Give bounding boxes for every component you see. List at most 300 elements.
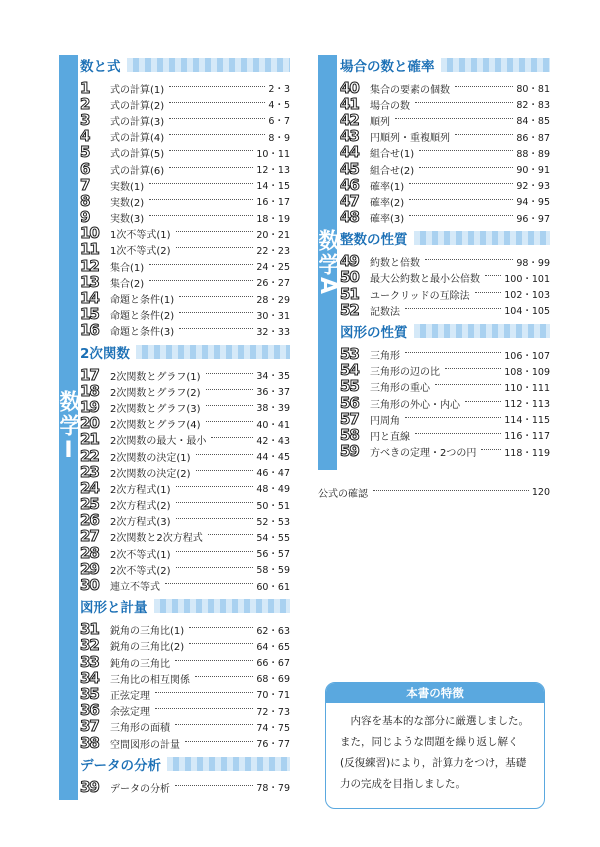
leader-dots <box>149 264 253 265</box>
toc-row[interactable] <box>80 561 290 577</box>
lesson-pages: 84・85 <box>516 116 550 128</box>
lesson-title: 式の計算(2) <box>110 100 165 112</box>
lesson-pages: 86・87 <box>516 132 550 144</box>
lesson-number: 44 <box>340 143 359 162</box>
lesson-number: 26 <box>80 511 99 530</box>
lesson-pages: 40・41 <box>256 419 290 431</box>
leader-dots <box>179 296 253 297</box>
lesson-title: ユークリッドの互除法 <box>370 290 470 302</box>
section-bar <box>136 345 290 359</box>
lesson-number: 9 <box>80 208 90 227</box>
toc-row[interactable] <box>80 577 290 593</box>
leader-dots <box>425 259 513 260</box>
lesson-pages: 80・81 <box>516 84 550 96</box>
lesson-pages: 10・11 <box>256 148 290 160</box>
lesson-pages: 38・39 <box>256 403 290 415</box>
lesson-pages: 88・89 <box>516 148 550 160</box>
section-bar <box>414 231 551 245</box>
lesson-title: 2次関数と2次方程式 <box>110 533 203 545</box>
formula-row[interactable] <box>318 484 550 500</box>
leader-dots <box>196 470 254 471</box>
lesson-number: 59 <box>340 442 359 461</box>
toc-row[interactable] <box>340 96 550 112</box>
lesson-pages: 66・67 <box>256 658 290 670</box>
lesson-number: 16 <box>80 321 99 340</box>
toc-row[interactable] <box>340 444 550 460</box>
lesson-pages: 118・119 <box>504 447 550 459</box>
leader-dots <box>455 86 513 87</box>
lesson-pages: 34・35 <box>256 371 290 383</box>
toc-row[interactable] <box>80 654 290 670</box>
lesson-number: 10 <box>80 224 99 243</box>
leader-dots <box>175 660 253 661</box>
lesson-title: 1次不等式(2) <box>110 246 171 258</box>
toc-row[interactable] <box>80 432 290 448</box>
lesson-title: 円と直線 <box>370 431 410 443</box>
toc-row[interactable] <box>80 529 290 545</box>
toc-row[interactable] <box>80 416 290 432</box>
lesson-pages: 42・43 <box>256 435 290 447</box>
lesson-title: 方べきの定理・2つの円 <box>370 448 477 460</box>
lesson-number: 47 <box>340 191 359 210</box>
lesson-number: 46 <box>340 175 359 194</box>
lesson-number: 24 <box>80 478 99 497</box>
lesson-title: 命題と条件(2) <box>110 311 175 323</box>
leader-dots <box>409 183 513 184</box>
leader-dots <box>419 167 513 168</box>
toc-row[interactable] <box>80 177 290 193</box>
toc-row[interactable] <box>340 411 550 427</box>
leader-dots <box>169 86 265 87</box>
toc-row[interactable] <box>80 145 290 161</box>
lesson-title: 組合せ(2) <box>370 165 415 177</box>
toc-row[interactable] <box>340 161 550 177</box>
leader-dots <box>179 312 253 313</box>
toc-row[interactable] <box>340 427 550 443</box>
lesson-pages: 8・9 <box>268 132 290 144</box>
leader-dots <box>405 417 501 418</box>
toc-row[interactable] <box>80 480 290 496</box>
toc-row[interactable] <box>80 448 290 464</box>
lesson-title: 鋭角の三角比(2) <box>110 642 185 654</box>
lesson-pages: 72・73 <box>256 706 290 718</box>
lesson-title: 鋭角の三角比(1) <box>110 626 185 638</box>
lesson-number: 18 <box>80 381 99 400</box>
lesson-title: 空間図形の計量 <box>110 739 180 751</box>
toc-row[interactable] <box>80 686 290 702</box>
lesson-number: 32 <box>80 636 99 655</box>
toc-row[interactable] <box>80 210 290 226</box>
leader-dots <box>179 328 253 329</box>
leader-dots <box>405 308 501 309</box>
leader-dots <box>415 102 513 103</box>
lesson-title: 集合(1) <box>110 262 145 274</box>
lesson-pages: 28・29 <box>256 294 290 306</box>
toc-row[interactable] <box>80 96 290 112</box>
leader-dots <box>373 490 529 491</box>
lesson-number: 42 <box>340 110 359 129</box>
leader-dots <box>176 247 254 248</box>
lesson-pages: 60・61 <box>256 581 290 593</box>
lesson-number: 2 <box>80 94 90 113</box>
feature-line: また，同じような問題を繰り返し解く <box>340 736 519 748</box>
toc-row[interactable] <box>340 363 550 379</box>
lesson-number: 38 <box>80 733 99 752</box>
toc-row[interactable] <box>80 513 290 529</box>
toc-right-column <box>340 52 550 460</box>
toc-row[interactable] <box>80 622 290 638</box>
lesson-pages: 14・15 <box>256 181 290 193</box>
toc-row[interactable] <box>80 274 290 290</box>
lesson-number: 33 <box>80 652 99 671</box>
toc-row[interactable] <box>80 735 290 751</box>
lesson-title: 円周角 <box>370 415 400 427</box>
leader-dots <box>485 275 501 276</box>
leader-dots <box>176 486 254 487</box>
lesson-number: 15 <box>80 305 99 324</box>
lesson-title: 鈍角の三角比 <box>110 658 170 670</box>
toc-row[interactable] <box>340 254 550 270</box>
toc-row[interactable] <box>80 193 290 209</box>
section-title: 2次関数 <box>80 345 130 362</box>
feature-line: 内容を基本的な部分に厳選しました。 <box>350 715 529 727</box>
lesson-title: 2次不等式(2) <box>110 565 171 577</box>
feature-body <box>326 703 544 801</box>
lesson-pages: 76・77 <box>256 739 290 751</box>
lesson-pages: 62・63 <box>256 625 290 637</box>
lesson-number: 27 <box>80 527 99 546</box>
leader-dots <box>465 401 501 402</box>
lesson-pages: 100・101 <box>504 273 550 285</box>
lesson-pages: 46・47 <box>256 468 290 480</box>
lesson-pages: 54・55 <box>256 532 290 544</box>
leader-dots <box>169 167 253 168</box>
lesson-title: 確率(1) <box>370 181 405 193</box>
lesson-pages: 82・83 <box>516 100 550 112</box>
lesson-number: 25 <box>80 495 99 514</box>
section-header <box>80 341 290 362</box>
lesson-pages: 68・69 <box>256 674 290 686</box>
lesson-number: 1 <box>80 78 90 97</box>
section-bar <box>127 58 291 72</box>
toc-row[interactable] <box>340 395 550 411</box>
lesson-pages: 56・57 <box>256 549 290 561</box>
lesson-title: 命題と条件(3) <box>110 327 175 339</box>
lesson-pages: 32・33 <box>256 326 290 338</box>
lesson-title: 連立不等式 <box>110 582 160 594</box>
lesson-number: 8 <box>80 191 90 210</box>
leader-dots <box>475 292 502 293</box>
toc-row[interactable] <box>340 129 550 145</box>
section-bar <box>441 58 551 72</box>
leader-dots <box>206 373 254 374</box>
leader-dots <box>206 405 254 406</box>
lesson-pages: 102・103 <box>504 290 550 302</box>
lesson-title: 2次関数とグラフ(2) <box>110 387 201 399</box>
lesson-number: 23 <box>80 462 99 481</box>
leader-dots <box>149 215 253 216</box>
toc-row[interactable] <box>80 242 290 258</box>
lesson-number: 55 <box>340 377 359 396</box>
section-header <box>80 596 290 617</box>
lesson-title: 正弦定理 <box>110 690 150 702</box>
toc-row[interactable] <box>80 464 290 480</box>
lesson-title: 円順列・重複順列 <box>370 133 450 145</box>
lesson-title: 約数と倍数 <box>370 258 420 270</box>
lesson-number: 28 <box>80 543 99 562</box>
leader-dots <box>208 534 254 535</box>
toc-row[interactable] <box>340 210 550 226</box>
leader-dots <box>176 502 254 503</box>
leader-dots <box>176 231 254 232</box>
leader-dots <box>195 676 253 677</box>
lesson-pages: 114・115 <box>504 415 550 427</box>
lesson-title: 2次関数の決定(2) <box>110 468 191 480</box>
lesson-number: 13 <box>80 272 99 291</box>
lesson-number: 22 <box>80 446 99 465</box>
lesson-title: 2次関数とグラフ(4) <box>110 420 201 432</box>
leader-dots <box>405 352 501 353</box>
leader-dots <box>481 449 501 450</box>
toc-row[interactable] <box>340 193 550 209</box>
band-math-a: 数学A <box>318 55 337 470</box>
section-header <box>340 320 550 341</box>
section-header <box>80 753 290 774</box>
leader-dots <box>445 368 501 369</box>
leader-dots <box>169 150 253 151</box>
lesson-number: 7 <box>80 175 90 194</box>
lesson-number: 36 <box>80 701 99 720</box>
lesson-number: 17 <box>80 365 99 384</box>
lesson-number: 29 <box>80 559 99 578</box>
toc-left-column <box>80 52 290 795</box>
toc-row[interactable] <box>80 719 290 735</box>
feature-line: 力の完成を目指しました。 <box>340 778 466 790</box>
leader-dots <box>175 785 253 786</box>
lesson-number: 4 <box>80 127 90 146</box>
lesson-title: データの分析 <box>110 783 170 795</box>
lesson-pages: 48・49 <box>256 484 290 496</box>
lesson-pages: 70・71 <box>256 690 290 702</box>
toc-row[interactable] <box>340 177 550 193</box>
leader-dots <box>149 199 253 200</box>
lesson-number: 45 <box>340 159 359 178</box>
toc-row[interactable] <box>340 286 550 302</box>
leader-dots <box>189 643 253 644</box>
lesson-pages: 26・27 <box>256 278 290 290</box>
lesson-title: 三角比の相互関係 <box>110 674 190 686</box>
lesson-pages: 24・25 <box>256 262 290 274</box>
leader-dots <box>175 724 253 725</box>
lesson-number: 31 <box>80 620 99 639</box>
toc-row[interactable] <box>80 80 290 96</box>
lesson-number: 49 <box>340 252 359 271</box>
lesson-title: 2次方程式(3) <box>110 517 171 529</box>
toc-row[interactable] <box>340 270 550 286</box>
lesson-title: 式の計算(1) <box>110 84 165 96</box>
lesson-title: 確率(3) <box>370 214 405 226</box>
lesson-title: 三角形の面積 <box>110 723 170 735</box>
section-title: 図形の性質 <box>340 324 408 341</box>
leader-dots <box>189 627 253 628</box>
lesson-pages: 98・99 <box>516 257 550 269</box>
lesson-title: 2次関数の決定(1) <box>110 452 191 464</box>
lesson-title: 式の計算(5) <box>110 149 165 161</box>
section-title: データの分析 <box>80 757 161 774</box>
section-title: 図形と計量 <box>80 600 148 617</box>
lesson-pages: 78・79 <box>256 783 290 795</box>
lesson-title: 組合せ(1) <box>370 149 415 161</box>
toc-row[interactable] <box>80 545 290 561</box>
lesson-pages: 18・19 <box>256 213 290 225</box>
leader-dots <box>176 551 254 552</box>
lesson-pages: 64・65 <box>256 641 290 653</box>
lesson-title: 1次不等式(1) <box>110 230 171 242</box>
lesson-title: 2次関数とグラフ(1) <box>110 371 201 383</box>
leader-dots <box>169 118 265 119</box>
lesson-number: 56 <box>340 393 359 412</box>
lesson-number: 20 <box>80 414 99 433</box>
toc-row[interactable] <box>340 80 550 96</box>
leader-dots <box>149 183 253 184</box>
lesson-pages: 4・5 <box>268 100 290 112</box>
lesson-title: 実数(2) <box>110 197 145 209</box>
toc-row[interactable] <box>80 226 290 242</box>
leader-dots <box>185 741 253 742</box>
lesson-number: 6 <box>80 159 90 178</box>
leader-dots <box>455 134 513 135</box>
leader-dots <box>206 389 254 390</box>
lesson-pages: 112・113 <box>504 399 550 411</box>
toc-row[interactable] <box>80 383 290 399</box>
section-header <box>340 228 550 249</box>
leader-dots <box>419 150 513 151</box>
toc-row[interactable] <box>80 258 290 274</box>
lesson-pages: 20・21 <box>256 229 290 241</box>
lesson-title: 2次方程式(2) <box>110 501 171 513</box>
lesson-number: 35 <box>80 684 99 703</box>
toc-row[interactable] <box>340 112 550 128</box>
lesson-title: 式の計算(3) <box>110 116 165 128</box>
lesson-pages: 50・51 <box>256 500 290 512</box>
section-title: 整数の性質 <box>340 232 408 249</box>
lesson-number: 58 <box>340 425 359 444</box>
lesson-number: 40 <box>340 78 359 97</box>
toc-row[interactable] <box>80 323 290 339</box>
lesson-title: 2次不等式(1) <box>110 549 171 561</box>
band-math-1: 数学Ⅰ <box>59 55 78 800</box>
toc-row[interactable] <box>340 379 550 395</box>
toc-row[interactable] <box>340 346 550 362</box>
lesson-title: 記数法 <box>370 306 400 318</box>
section-bar <box>167 757 290 771</box>
lesson-title: 余弦定理 <box>110 707 150 719</box>
lesson-title: 式の計算(4) <box>110 133 165 145</box>
lesson-number: 3 <box>80 110 90 129</box>
toc-row[interactable] <box>80 670 290 686</box>
lesson-number: 34 <box>80 668 99 687</box>
toc-row[interactable] <box>80 290 290 306</box>
lesson-number: 5 <box>80 143 90 162</box>
lesson-pages: 104・105 <box>504 306 550 318</box>
lesson-number: 57 <box>340 409 359 428</box>
leader-dots <box>155 692 253 693</box>
lesson-pages: 44・45 <box>256 452 290 464</box>
lesson-pages: 116・117 <box>504 431 550 443</box>
lesson-number: 52 <box>340 300 359 319</box>
toc-row[interactable] <box>340 302 550 318</box>
section-header <box>80 54 290 75</box>
feature-heading: 本書の特徴 <box>326 683 544 703</box>
toc-row[interactable] <box>80 307 290 323</box>
leader-dots <box>196 454 254 455</box>
lesson-title: 三角形の外心・内心 <box>370 399 460 411</box>
toc-row[interactable] <box>80 367 290 383</box>
leader-dots <box>409 199 513 200</box>
lesson-pages: 106・107 <box>504 350 550 362</box>
lesson-pages: 16・17 <box>256 197 290 209</box>
lesson-pages: 22・23 <box>256 245 290 257</box>
lesson-pages: 110・111 <box>504 382 550 394</box>
toc-row[interactable] <box>80 703 290 719</box>
section-header <box>340 54 550 75</box>
toc-row[interactable] <box>80 399 290 415</box>
lesson-pages: 36・37 <box>256 387 290 399</box>
lesson-pages: 6・7 <box>268 116 290 128</box>
lesson-title: 実数(1) <box>110 181 145 193</box>
lesson-number: 11 <box>80 240 99 259</box>
lesson-pages: 52・53 <box>256 516 290 528</box>
leader-dots <box>155 708 253 709</box>
lesson-pages: 108・109 <box>504 366 550 378</box>
toc-row[interactable] <box>80 497 290 513</box>
toc-row[interactable] <box>340 145 550 161</box>
lesson-pages: 90・91 <box>516 165 550 177</box>
lesson-title: 集合の要素の個数 <box>370 84 450 96</box>
lesson-pages: 94・95 <box>516 197 550 209</box>
toc-row[interactable] <box>80 638 290 654</box>
lesson-pages: 30・31 <box>256 310 290 322</box>
lesson-title: 最大公約数と最小公倍数 <box>370 274 480 286</box>
leader-dots <box>409 215 513 216</box>
leader-dots <box>169 102 265 103</box>
lesson-pages: 92・93 <box>516 181 550 193</box>
lesson-title: 三角形の重心 <box>370 383 430 395</box>
leader-dots <box>395 118 513 119</box>
section-title: 数と式 <box>80 58 121 75</box>
lesson-pages: 74・75 <box>256 722 290 734</box>
lesson-number: 48 <box>340 208 359 227</box>
toc-row[interactable] <box>80 129 290 145</box>
toc-row[interactable] <box>80 112 290 128</box>
feature-box <box>325 682 545 809</box>
lesson-title: 2次関数の最大・最小 <box>110 436 207 448</box>
lesson-title: 2次関数とグラフ(3) <box>110 403 201 415</box>
lesson-number: 30 <box>80 576 99 595</box>
section-bar <box>154 599 291 613</box>
lesson-pages: 2・3 <box>268 84 290 96</box>
toc-row[interactable] <box>80 161 290 177</box>
lesson-title: 式の計算(6) <box>110 165 165 177</box>
lesson-title: 場合の数 <box>370 100 410 112</box>
toc-row[interactable] <box>80 779 290 795</box>
lesson-number: 37 <box>80 717 99 736</box>
lesson-pages: 12・13 <box>256 165 290 177</box>
lesson-number: 41 <box>340 94 359 113</box>
leader-dots <box>415 433 501 434</box>
lesson-title: 集合(2) <box>110 278 145 290</box>
lesson-number: 50 <box>340 268 359 287</box>
